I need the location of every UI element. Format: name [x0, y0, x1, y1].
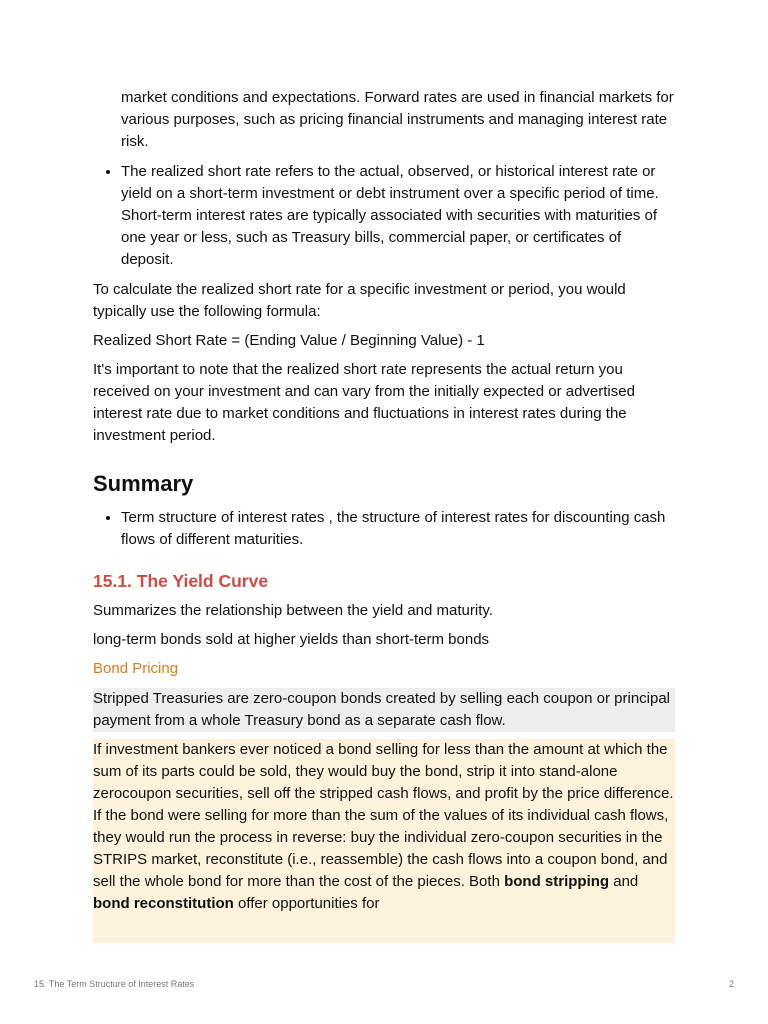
paragraph-long-term-bonds: long-term bonds sold at higher yields than short-term bonds	[93, 631, 490, 648]
footer-page-number: 2	[728, 979, 734, 989]
callout-text-after: offer opportunities for	[233, 895, 380, 912]
summary-heading: Summary	[93, 471, 194, 496]
callout-text-before: If investment bankers ever noticed a bond selling for less than the amount at which the sum of its parts could be sold, they would buy the bond, strip it into stand-alone zerocoupon securities, sell off the stripped cash flows, and profit by the price difference. If the bond were selling for more than the sum of the values of its individual cash flows, they would run the process in reverse: buy the individual zero-coupon securities in the STRIPS market, reconstitute (i.e., reassemble) the cash flows into a coupon bond, and sell the whole bond for more than the cost of the pieces. Both	[93, 741, 674, 890]
bullet-list-summary	[93, 507, 675, 551]
list-item-term-structure: • Term structure of interest rates , the structure of interest rates for discounting cash flows of different maturities.	[121, 507, 675, 551]
callout-bond-stripping	[93, 739, 675, 943]
formula-text: Realized Short Rate = (Ending Value / Beginning Value) - 1	[93, 332, 485, 349]
bold-bond-stripping: bond stripping	[504, 873, 610, 890]
callout-stripped-text: Stripped Treasuries are zero-coupon bonds created by selling each coupon or principal payment from a whole Treasury bond as a separate cash flow.	[93, 690, 671, 729]
paragraph-yield-relationship: Summarizes the relationship between the yield and maturity.	[93, 602, 493, 619]
list-item-continued: market conditions and expectations. Forward rates are used in financial markets for various purposes, such as pricing financial instruments and managing interest rate risk.	[121, 89, 674, 150]
paragraph-note: It's important to note that the realized short rate represents the actual return you received on your investment and can vary from the initially expected or advertised interest rate due to market conditions and fluctuations in interest rates during the investment period.	[93, 361, 635, 444]
bullet-list-top	[93, 87, 675, 271]
bold-bond-reconstitution: bond reconstitution	[93, 895, 234, 912]
subheading-bond-pricing: Bond Pricing	[93, 660, 179, 677]
footer-chapter-title: 15. The Term Structure of Interest Rates	[34, 979, 195, 989]
callout-stripped-treasuries	[93, 688, 675, 732]
section-heading-yield-curve: 15.1. The Yield Curve	[93, 571, 269, 591]
callout-text-mid: and	[609, 873, 639, 890]
list-item-realized-short-rate: • The realized short rate refers to the actual, observed, or historical interest rate or yield on a short-term investment or debt instrument over a specific period of time. Short-term interest rates are typically associated with securities with maturities of one year or less, such as Treasury bills, commercial paper, or certificates of deposit.	[121, 161, 675, 271]
callout-bond-stripping-text	[93, 739, 675, 915]
document-page	[93, 87, 675, 943]
paragraph-calc: To calculate the realized short rate for a specific investment or period, you would typically use the following formula:	[93, 281, 626, 320]
